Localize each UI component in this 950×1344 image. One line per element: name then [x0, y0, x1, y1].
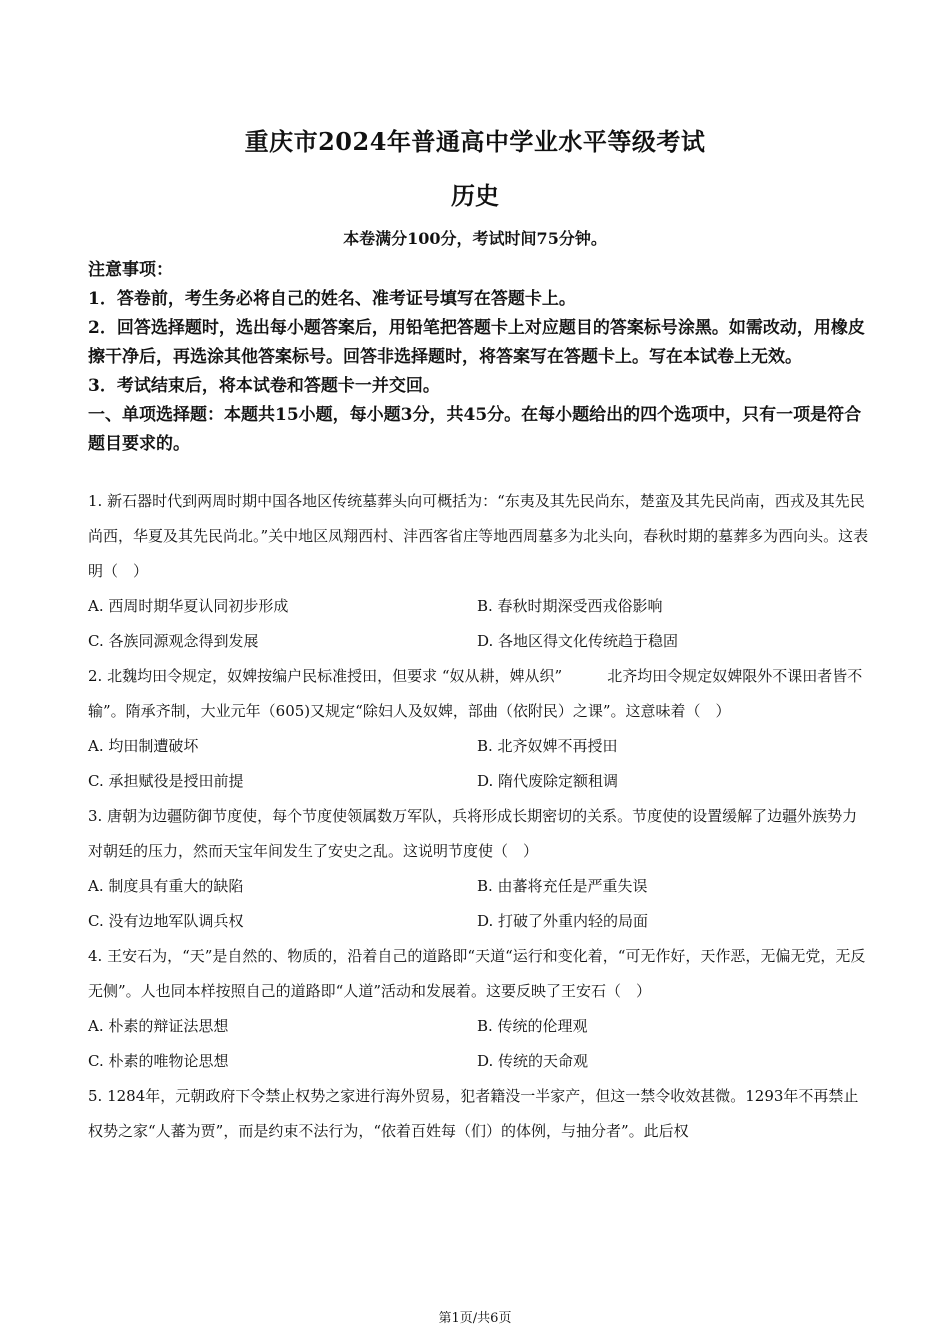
option-b: B. 由蕃将充任是严重失误: [477, 877, 648, 895]
question-stem: 3. 唐朝为边疆防御节度使，每个节度使领属数万军队，兵将形成长期密切的关系。节度使的设置缓解了边疆外族势力对朝廷的压力，然而天宝年间发生了安史之乱。这说明节度使（ ）: [88, 807, 858, 860]
question-1: [88, 484, 870, 659]
page-number: 第1页/共6页: [438, 1311, 512, 1326]
option-list: [88, 869, 870, 939]
question-stem: 1. 新石器时代到两周时期中国各地区传统墓葬头向可概括为：“东夷及其先民尚东，楚蛮及其先民尚南，西戎及其先民尚西，华夏及其先民尚北。”关中地区凤翔西村、沣西客省庄等地西周墓多为北头向，春秋时期的墓葬多为西向头。这表明（ ）: [88, 492, 869, 580]
score-time-note: 本卷满分100分，考试时间75分钟。: [343, 229, 607, 248]
notice-item: 1．答卷前，考生务必将自己的姓名、准考证号填写在答题卡上。: [88, 289, 576, 309]
notice-item: 3．考试结束后，将本试卷和答题卡一并交回。: [88, 376, 440, 396]
option-c: C. 朴素的唯物论思想: [88, 1052, 229, 1070]
question-4: [88, 939, 870, 1079]
option-c: C. 承担赋役是授田前提: [88, 772, 244, 790]
option-d: D. 隋代废除定额租调: [477, 772, 619, 790]
exam-title: 重庆市2024年普通高中学业水平等级考试: [244, 127, 706, 156]
option-c: C. 各族同源观念得到发展: [88, 632, 259, 650]
question-list: [88, 484, 870, 1149]
subject-title: 历史: [451, 181, 499, 210]
notice-heading: 注意事项：: [88, 260, 173, 280]
option-a: A. 西周时期华夏认同初步形成: [88, 597, 289, 615]
option-b: B. 传统的伦理观: [477, 1017, 588, 1035]
option-b: B. 春秋时期深受西戎俗影响: [477, 597, 663, 615]
question-5: [88, 1079, 870, 1149]
question-stem: 5. 1284年，元朝政府下令禁止权势之家进行海外贸易，犯者籍没一半家产，但这一禁令收效甚微。1293年不再禁止权势之家“人蕃为贾”，而是约束不法行为，“依着百姓每（们）的体例，与抽分者”。此后权: [88, 1087, 859, 1140]
section-heading: 一、单项选择题：本题共15小题，每小题3分，共45分。在每小题给出的四个选项中，只有一项是符合题目要求的。: [88, 405, 862, 454]
question-2: [88, 659, 870, 799]
option-b: B. 北齐奴婢不再授田: [477, 737, 618, 755]
option-d: D. 传统的天命观: [477, 1052, 589, 1070]
option-a: A. 制度具有重大的缺陷: [88, 877, 244, 895]
notice-block: [88, 256, 868, 459]
option-list: [88, 729, 870, 799]
option-c: C. 没有边地军队调兵权: [88, 912, 244, 930]
option-list: [88, 589, 870, 659]
option-list: [88, 1009, 870, 1079]
option-a: A. 均田制遭破坏: [88, 737, 199, 755]
question-stem: 2. 北魏均田令规定，奴婢按编户民标准授田，但要求 “奴从耕，婢从织” 北齐均田令规定奴婢限外不课田者皆不输”。隋承齐制，大业元年（605)又规定“除妇人及奴婢，部曲（依附民）之课”。这意味着（ ）: [88, 667, 863, 720]
notice-item: 2．回答选择题时，选出每小题答案后，用铅笔把答题卡上对应题目的答案标号涂黑。如需改动，用橡皮擦干净后，再选涂其他答案标号。回答非选择题时，将答案写在答题卡上。写在本试卷上无效。: [88, 318, 865, 367]
question-3: [88, 799, 870, 939]
question-stem: 4. 王安石为，“天”是自然的、物质的，沿着自己的道路即“天道“运行和变化着，“可无作好，天作恶，无偏无党，无反无侧”。人也同本样按照自己的道路即“人道”活动和发展着。这要反映了王安石（ ）: [88, 947, 866, 1000]
option-d: D. 打破了外重内轻的局面: [477, 912, 649, 930]
option-a: A. 朴素的辩证法思想: [88, 1017, 229, 1035]
option-d: D. 各地区得文化传统趋于稳固: [477, 632, 679, 650]
